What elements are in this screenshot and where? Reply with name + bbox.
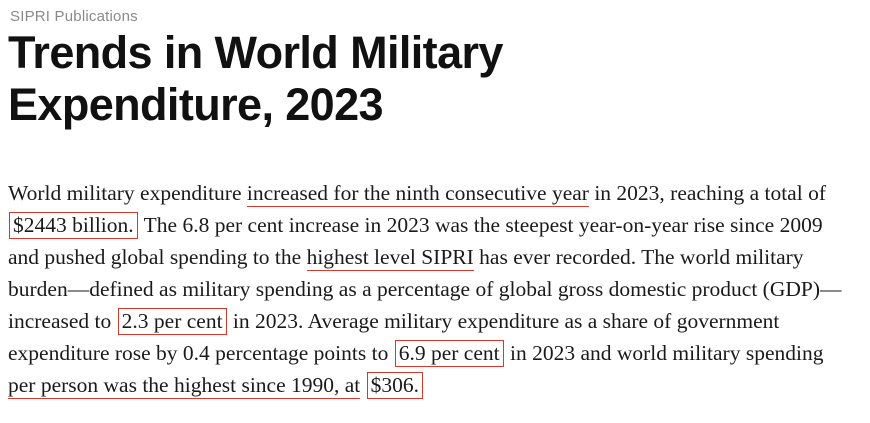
text-segment-3: The 6.8 per cent increase in 2023 was the steepest year-on-year rise since 2009 and pushed global spending to the xyxy=(8,213,823,269)
highlight-underline-per-person-highest: per person was the highest since 1990, at xyxy=(8,373,361,397)
highlight-box-military-burden-percent: 2.3 per cent xyxy=(118,308,227,335)
highlight-box-total-expenditure: $2443 billion. xyxy=(9,212,138,239)
text-segment-6: in 2023 and world military spending xyxy=(504,341,824,365)
highlight-underline-highest-level-sipri: highest level SIPRI xyxy=(306,245,474,269)
highlight-box-government-expenditure-share: 6.9 per cent xyxy=(395,340,504,367)
text-segment-1: World military expenditure xyxy=(8,181,247,205)
text-segment-4: has ever recorded. The world military burden—defined as military spending as a percentage of global gross domestic product (GDP)—increased to xyxy=(8,245,842,333)
text-segment-2: in 2023, reaching a total of xyxy=(588,181,826,205)
highlight-box-spending-per-person: $306. xyxy=(367,372,423,399)
text-segment-7 xyxy=(360,373,365,397)
highlight-underline-ninth-consecutive-year: increased for the ninth consecutive year xyxy=(246,181,589,205)
publication-kicker: SIPRI Publications xyxy=(10,8,138,25)
body-paragraph xyxy=(8,177,854,401)
text-segment-5: in 2023. Average military expenditure as a share of government expenditure rose by 0.4 percentage points to xyxy=(8,309,780,365)
page-title: Trends in World Military Expenditure, 2023 xyxy=(8,27,503,130)
